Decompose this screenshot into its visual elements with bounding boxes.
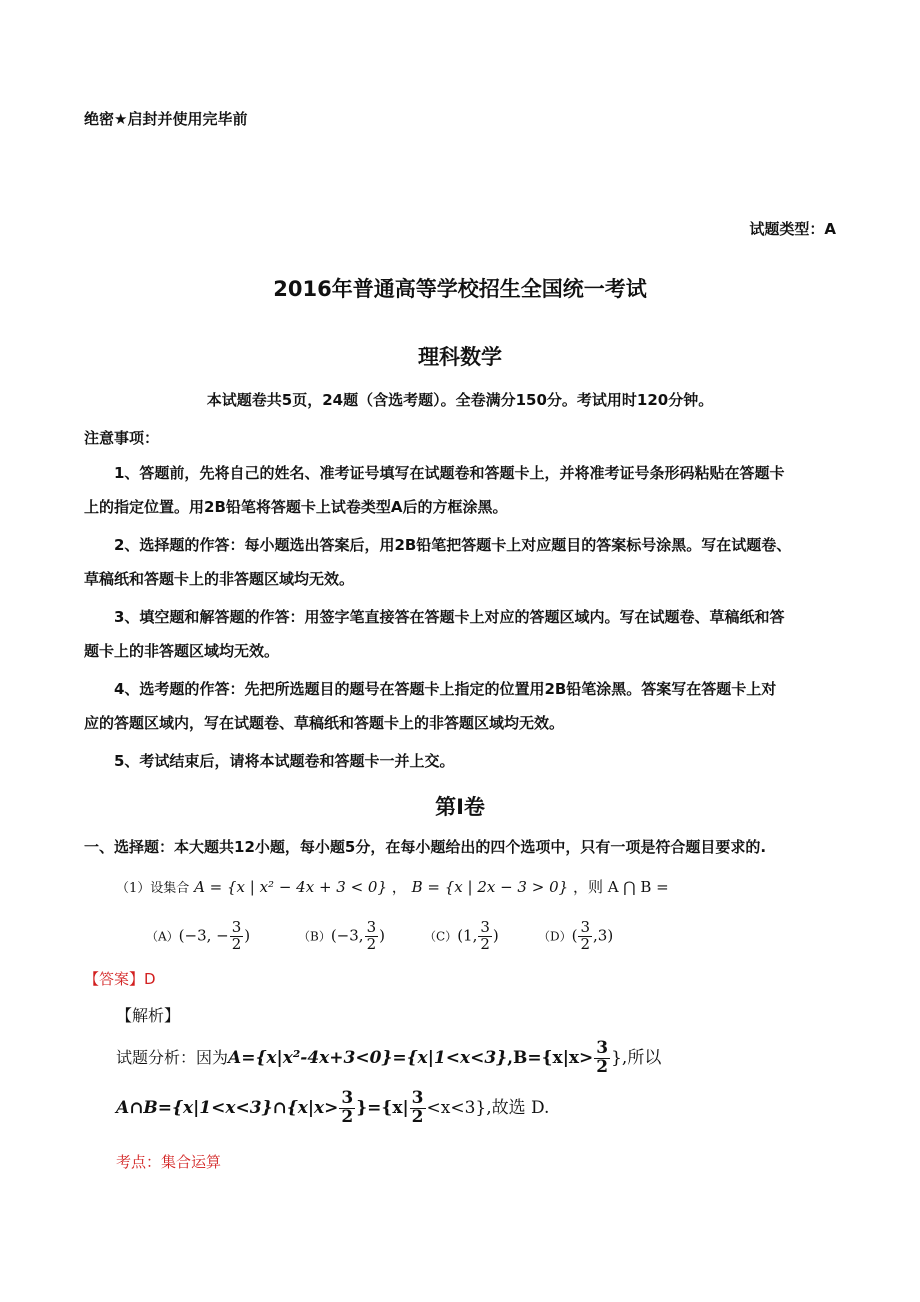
- note-item-1: 1、答题前，先将自己的姓名、准考证号填写在试题卷和答题卡上，并将准考证号条形码粘贴在答题卡 上的指定位置。用2B铅笔将答题卡上试卷类型A后的方框涂黑。: [84, 464, 785, 516]
- section-heading: 一、选择题：本大题共12小题，每小题5分，在每小题给出的四个选项中，只有一项是符合题目要求的.: [84, 838, 767, 856]
- fraction: $\frac{3}{2}$: [580, 918, 591, 953]
- answer-line: [84, 968, 156, 989]
- exam-info: 本试题卷共5页，24题（含选考题）。全卷满分150分。考试用时120分钟。: [206, 391, 714, 409]
- fraction: $\frac{3}{2}$: [480, 918, 490, 953]
- volume-title: 第Ⅰ卷: [435, 795, 485, 819]
- paper-type: 试题类型：A: [749, 220, 836, 238]
- analysis-label: 【解析】: [116, 1006, 181, 1025]
- option-d: （D）( $\frac{3}{2}$ ,3): [538, 918, 614, 953]
- fraction: $\frac{3}{2}$: [341, 1088, 354, 1127]
- fraction: $\frac{3}{2}$: [366, 918, 377, 953]
- analysis-line-2: A∩B={x|1<x<3}∩{x|x> $\frac{3}{2}$ }={x| $\frac{3}{2}$ <x<3},故选 D.: [116, 1088, 550, 1127]
- note-item-3: 3、填空题和解答题的作答：用签字笔直接答在答题卡上对应的答题区域内。写在试题卷、草稿纸和答 题卡上的非答题区域均无效。: [84, 608, 785, 660]
- answer-label: 【答案】: [84, 970, 145, 988]
- option-b: （B）(−3, $\frac{3}{2}$ ): [298, 918, 385, 953]
- note-item-2: 2、选择题的作答：每小题选出答案后，用2B铅笔把答题卡上对应题目的答案标号涂黑。写在试题卷、 草稿纸和答题卡上的非答题区域均无效。: [84, 536, 792, 588]
- subject-title: 理科数学: [418, 345, 502, 369]
- analysis-line-1: 试题分析：因为A={x|x²-4x+3<0}={x|1<x<3},B={x|x> $\frac{3}{2}$ },所以: [116, 1038, 662, 1077]
- secrecy-notice: 绝密★启封并使用完毕前: [84, 110, 248, 128]
- question-1-stem: （1）设集合 A = {x | x² − 4x + 3 < 0} ， B = {x | 2x − 3 > 0} ，则 A ⋂ B =: [116, 878, 669, 896]
- option-c: （C）(1, $\frac{3}{2}$ ): [424, 918, 499, 953]
- answer-value: D: [144, 970, 156, 988]
- fraction: $\frac{3}{2}$: [596, 1038, 609, 1077]
- knowledge-point: 考点：集合运算: [116, 1153, 222, 1171]
- note-item-5: 5、考试结束后，请将本试题卷和答题卡一并上交。: [114, 752, 455, 770]
- fraction: $\frac{3}{2}$: [411, 1088, 424, 1127]
- exam-title: 2016年普通高等学校招生全国统一考试: [273, 277, 647, 301]
- option-a: （A）(−3, − $\frac{3}{2}$ ): [146, 918, 251, 953]
- note-item-4: 4、选考题的作答：先把所选题目的题号在答题卡上指定的位置用2B铅笔涂黑。答案写在答题卡上对 应的答题区域内，写在试题卷、草稿纸和答题卡上的非答题区域均无效。: [84, 680, 777, 732]
- notes-heading: 注意事项：: [84, 429, 160, 447]
- fraction: $\frac{3}{2}$: [231, 918, 242, 953]
